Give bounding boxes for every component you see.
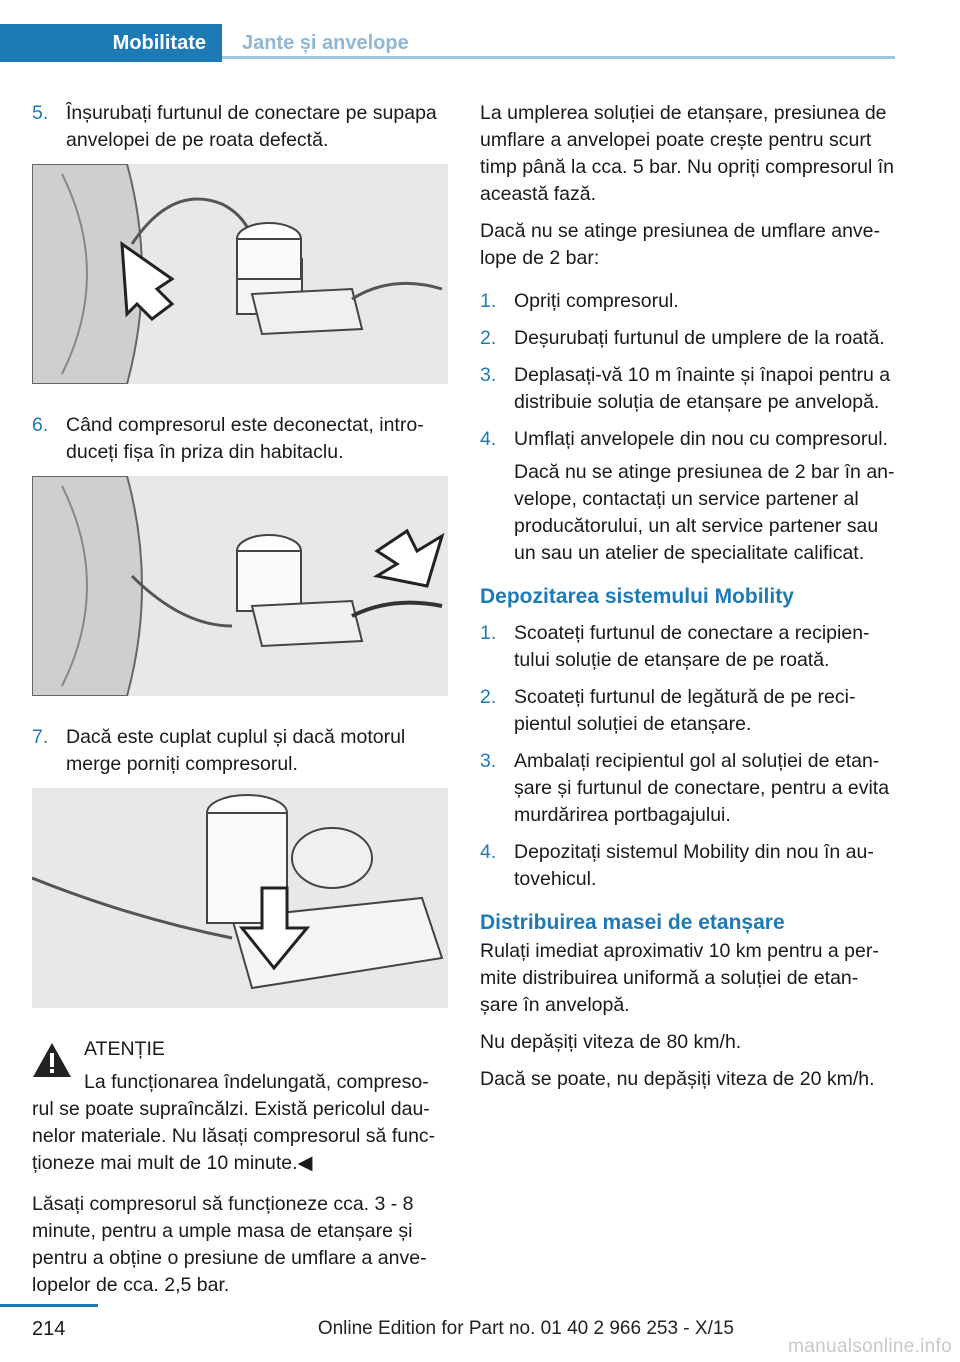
warning-triangle-icon <box>32 1042 72 1078</box>
storage-step-3 <box>480 748 900 829</box>
paragraph: La umplerea soluției de etanșare, presiunea de umflare a anvelopei poate crește pentru scurt timp până la cca. 5 bar. Nu opriți compresorul în această fază. <box>480 102 895 205</box>
step-3 <box>480 362 900 416</box>
page-number: 214 <box>32 1318 66 1340</box>
step-text: Umflați anvelopele din nou cu compresorul. <box>514 428 888 450</box>
subsection-tab[interactable]: Jante și anvelope <box>222 24 895 59</box>
step-text: Deșurubați furtunul de umplere de la roată. <box>514 327 885 349</box>
paragraph: Lăsați compresorul să funcționeze cca. 3 - 8 minute, pentru a umple masa de etanșare și pentru a obține o presiune de umflare a anve‐ lopelor de cca. 2,5 bar. <box>32 1193 427 1296</box>
right-column <box>480 100 900 1103</box>
step-text: Înșurubați furtunul de conectare pe supapa anvelopei de pe roata defectă. <box>66 102 437 151</box>
storage-step-2 <box>480 684 900 738</box>
paragraph: Dacă nu se atinge presiunea de umflare anve‐ lope de 2 bar: <box>480 220 880 269</box>
step-number: 3. <box>480 364 497 386</box>
heading-storage: Depozitarea sistemului Mobility <box>480 585 794 608</box>
figure-plug-socket <box>32 476 448 696</box>
step-number: 6. <box>32 414 49 436</box>
step-text: Când compresorul este deconectat, intro‐ duceți fișa în priza din habitaclu. <box>66 414 424 463</box>
step-4 <box>480 426 900 567</box>
step-number: 5. <box>32 102 49 124</box>
step-text: Ambalați recipientul gol al soluției de etan‐ șare și furtunul de conectare, pentru a evita murdărirea portbagajului. <box>514 750 890 826</box>
step-7 <box>32 724 450 778</box>
figure-hose-on-valve <box>32 164 448 384</box>
figure-compressor-switch <box>32 788 448 1008</box>
warning-body: La funcționarea îndelungată, compreso‐ rul se poate supraîncălzi. Există pericolul dau‐ nelor materiale. Nu lăsați compresorul să func‐ ționeze mai mult de 10 minute.◀ <box>32 1071 436 1174</box>
step-number: 1. <box>480 290 497 312</box>
paragraph: Rulați imediat aproximativ 10 km pentru a per‐ mite distribuirea uniformă a soluției de etan‐ șare în anvelopă. <box>480 940 879 1016</box>
section-tab[interactable]: Mobilitate <box>0 24 222 62</box>
edition-info: Online Edition for Part no. 01 40 2 966 253 - X/15 <box>317 1318 734 1339</box>
step-text: Depozitați sistemul Mobility din nou în au‐ tovehicul. <box>514 841 874 890</box>
footer-rule <box>0 1304 98 1307</box>
step-number: 1. <box>480 622 497 644</box>
heading-distribution: Distribuirea masei de etanșare <box>480 911 785 934</box>
step-text: Opriți compresorul. <box>514 290 679 312</box>
storage-step-4 <box>480 839 900 893</box>
paragraph: Dacă se poate, nu depășiți viteza de 20 km/h. <box>480 1068 875 1090</box>
step-text: Scoateți furtunul de conectare a recipien‐ tului soluție de etanșare de pe roată. <box>514 622 870 671</box>
left-column <box>32 100 450 1309</box>
step-number: 4. <box>480 841 497 863</box>
step-5 <box>32 100 450 154</box>
step-number: 3. <box>480 750 497 772</box>
step-number: 2. <box>480 686 497 708</box>
step-number: 4. <box>480 428 497 450</box>
paragraph: Nu depășiți viteza de 80 km/h. <box>480 1031 742 1053</box>
watermark: manualsonline.info <box>788 1336 952 1357</box>
step-text: Scoateți furtunul de legătură de pe reci‐ pientul soluției de etanșare. <box>514 686 856 735</box>
warning-box <box>32 1036 450 1177</box>
step-text: Dacă este cuplat cuplul și dacă motorul merge porniți compresorul. <box>66 726 406 775</box>
warning-title: ATENȚIE <box>84 1038 165 1060</box>
step-number: 7. <box>32 726 49 748</box>
storage-step-1 <box>480 620 900 674</box>
page-header <box>0 24 895 62</box>
step-1 <box>480 288 900 315</box>
step-note: Dacă nu se atinge presiunea de 2 bar în an‐ velope, contactați un service partener al producătorului, un alt service partener sau un sau un atelier de specialitate calificat. <box>514 461 895 564</box>
step-text: Deplasați-vă 10 m înainte și înapoi pentru a distribuie soluția de etanșare pe anvelopă. <box>514 364 891 413</box>
step-2 <box>480 325 900 352</box>
step-number: 2. <box>480 327 497 349</box>
step-6 <box>32 412 450 466</box>
